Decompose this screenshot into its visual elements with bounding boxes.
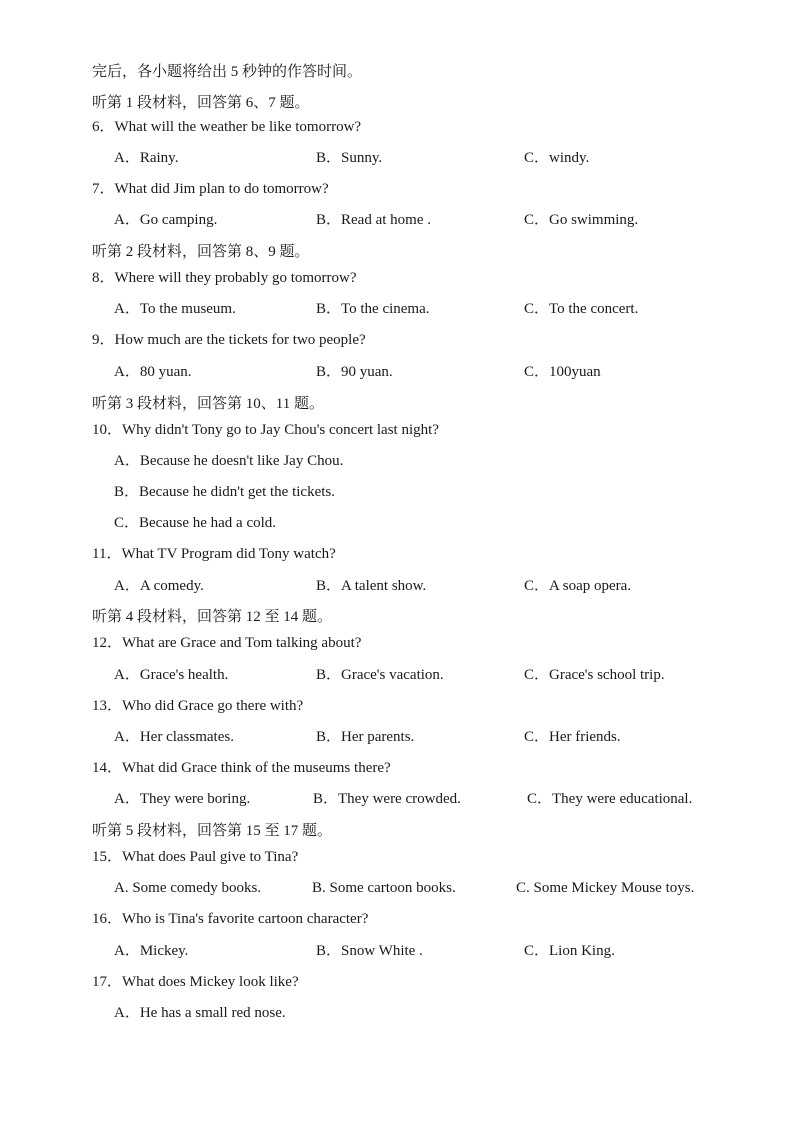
q15-option-b: B. Some cartoon books. xyxy=(312,880,456,896)
section-1-heading: 听第 1 段材料，回答第 6、7 题。 xyxy=(92,95,310,111)
q7-option-c: C．Go swimming. xyxy=(524,212,639,228)
question-13: 13．Who did Grace go there with? xyxy=(92,698,304,714)
question-8: 8．Where will they probably go tomorrow? xyxy=(92,270,357,286)
q16-option-c: C．Lion King. xyxy=(524,943,615,959)
q11-option-b: B．A talent show. xyxy=(316,578,427,594)
q16-option-a: A．Mickey. xyxy=(114,943,189,959)
q8-option-c: C．To the concert. xyxy=(524,301,639,317)
q10-option-c: C．Because he had a cold. xyxy=(114,515,277,531)
section-5-heading: 听第 5 段材料，回答第 15 至 17 题。 xyxy=(92,823,333,839)
q9-option-a: A．80 yuan. xyxy=(114,364,192,380)
question-6: 6．What will the weather be like tomorrow? xyxy=(92,119,362,135)
intro-line: 完后，各小题将给出 5 秒钟的作答时间。 xyxy=(92,64,363,80)
question-14: 14．What did Grace think of the museums there? xyxy=(92,760,391,776)
q11-option-c: C．A soap opera. xyxy=(524,578,632,594)
q13-option-a: A．Her classmates. xyxy=(114,729,234,745)
section-4-heading: 听第 4 段材料，回答第 12 至 14 题。 xyxy=(92,609,333,625)
q15-option-c: C. Some Mickey Mouse toys. xyxy=(516,880,695,896)
q8-option-a: A．To the museum. xyxy=(114,301,236,317)
q13-option-c: C．Her friends. xyxy=(524,729,621,745)
q11-option-a: A．A comedy. xyxy=(114,578,204,594)
q14-option-b: B．They were crowded. xyxy=(313,791,461,807)
q7-option-a: A．Go camping. xyxy=(114,212,218,228)
q16-option-b: B．Snow White . xyxy=(316,943,423,959)
q10-option-b: B．Because he didn't get the tickets. xyxy=(114,484,335,500)
q13-option-b: B．Her parents. xyxy=(316,729,415,745)
question-7: 7．What did Jim plan to do tomorrow? xyxy=(92,181,329,197)
q15-option-a: A. Some comedy books. xyxy=(114,880,262,896)
question-17: 17．What does Mickey look like? xyxy=(92,974,299,990)
q14-option-c: C．They were educational. xyxy=(527,791,693,807)
q7-option-b: B．Read at home . xyxy=(316,212,431,228)
q14-option-a: A．They were boring. xyxy=(114,791,251,807)
question-16: 16．Who is Tina's favorite cartoon character? xyxy=(92,911,369,927)
q12-option-a: A．Grace's health. xyxy=(114,667,229,683)
q10-option-a: A．Because he doesn't like Jay Chou. xyxy=(114,453,344,469)
q9-option-c: C．100yuan xyxy=(524,364,601,380)
q8-option-b: B．To the cinema. xyxy=(316,301,430,317)
q12-option-b: B．Grace's vacation. xyxy=(316,667,444,683)
section-2-heading: 听第 2 段材料，回答第 8、9 题。 xyxy=(92,244,310,260)
q17-option-a: A．He has a small red nose. xyxy=(114,1005,286,1021)
question-9: 9．How much are the tickets for two people? xyxy=(92,332,366,348)
section-3-heading: 听第 3 段材料，回答第 10、11 题。 xyxy=(92,396,324,412)
q9-option-b: B．90 yuan. xyxy=(316,364,393,380)
q6-option-a: A．Rainy. xyxy=(114,150,179,166)
question-12: 12．What are Grace and Tom talking about? xyxy=(92,635,362,651)
question-15: 15．What does Paul give to Tina? xyxy=(92,849,299,865)
q12-option-c: C．Grace's school trip. xyxy=(524,667,665,683)
q6-option-c: C．windy. xyxy=(524,150,590,166)
question-11: 11．What TV Program did Tony watch? xyxy=(92,546,336,562)
q6-option-b: B．Sunny. xyxy=(316,150,383,166)
question-10: 10．Why didn't Tony go to Jay Chou's concert last night? xyxy=(92,422,439,438)
